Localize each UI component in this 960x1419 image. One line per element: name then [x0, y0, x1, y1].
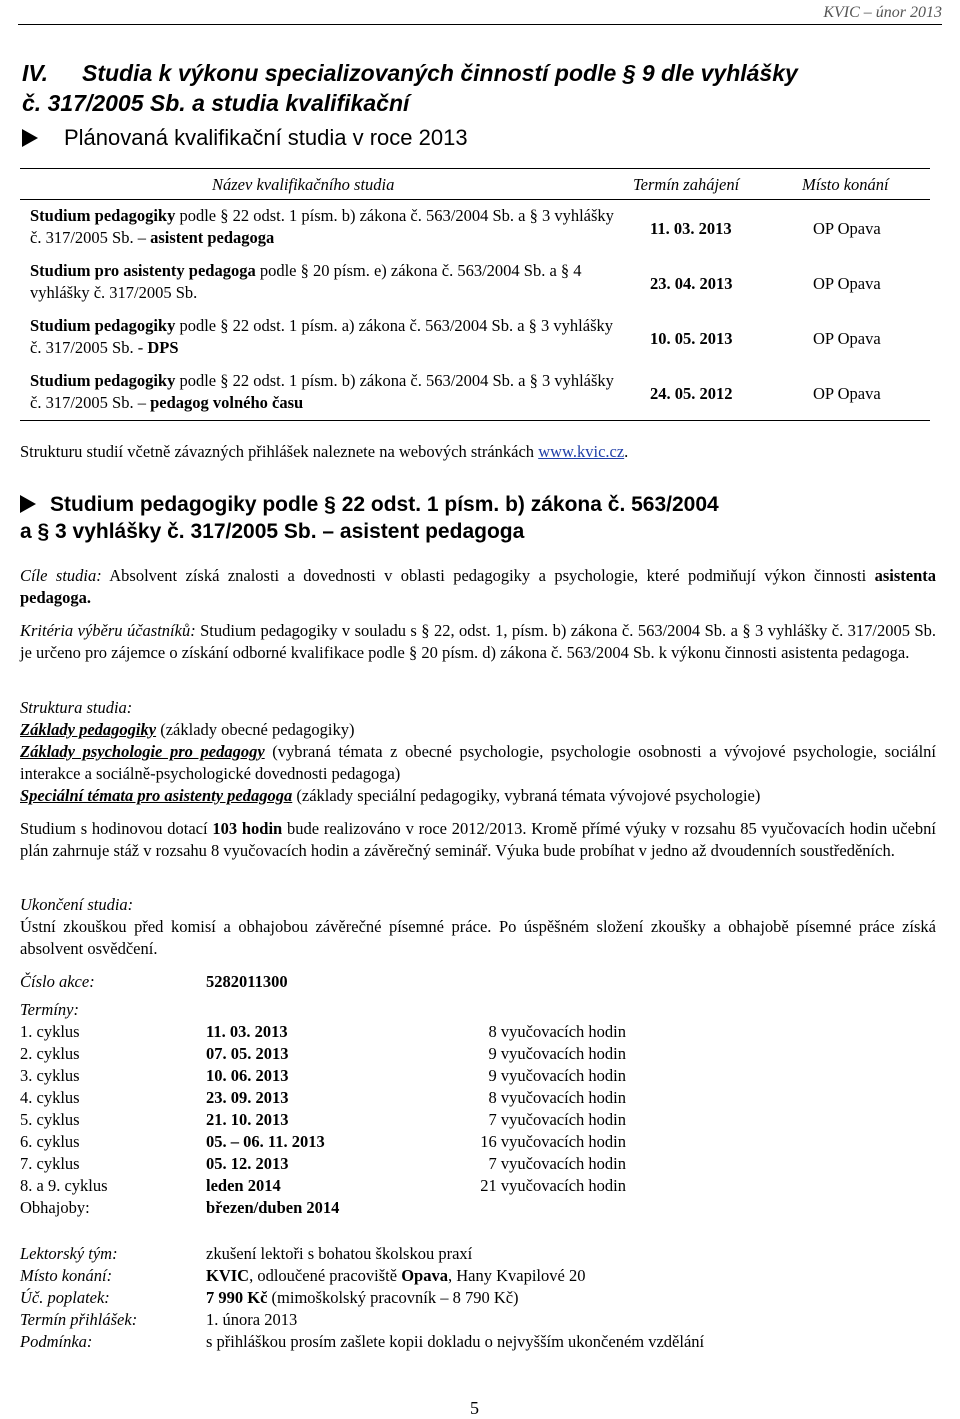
- study-name-bold: Studium pro asistenty pedagoga: [30, 261, 256, 280]
- study-name-bold: Studium pedagogiky: [30, 371, 176, 390]
- term-row: [20, 1087, 940, 1109]
- venue: OP Opava: [813, 219, 881, 238]
- table-row: [20, 310, 930, 365]
- course-heading-line1: Studium pedagogiky podle § 22 odst. 1 písm. b) zákona č. 563/2004: [50, 493, 719, 516]
- structure-item-title: Základy psychologie pro pedagogy: [20, 742, 265, 761]
- table-header: [20, 169, 930, 200]
- section-number: IV.: [22, 60, 49, 86]
- study-name-suffix: pedagog volného času: [150, 393, 304, 412]
- condition-label: Podmínka:: [20, 1332, 93, 1351]
- term-hours: 16 vyučovacích hodin: [480, 1132, 626, 1151]
- action-value: 5282011300: [206, 972, 288, 991]
- start-date: 10. 05. 2013: [650, 329, 733, 348]
- term-date: 05. – 06. 11. 2013: [206, 1132, 325, 1151]
- study-name-suffix: DPS: [147, 338, 179, 357]
- term-cycle: 7. cyklus: [20, 1154, 80, 1173]
- term-row: [20, 1109, 940, 1131]
- table-row: [20, 365, 930, 420]
- study-name-bold: Studium pedagogiky: [30, 316, 176, 335]
- info-section: [20, 1243, 940, 1353]
- term-date: 23. 09. 2013: [206, 1088, 289, 1107]
- goals-bold: asistenta pedagoga.: [20, 566, 936, 607]
- term-cycle: 4. cyklus: [20, 1088, 80, 1107]
- lecturers-label: Lektorský tým:: [20, 1244, 118, 1263]
- action-number-row: [20, 971, 940, 993]
- hours-text-a: Studium s hodinovou dotací: [20, 819, 213, 838]
- study-name: [30, 260, 620, 304]
- term-cycle: 5. cyklus: [20, 1110, 80, 1129]
- deadline-label: Termín přihlášek:: [20, 1310, 138, 1329]
- condition-value: s přihláškou prosím zašlete kopii dokladu o nejvyšším ukončeném vzdělání: [206, 1332, 705, 1351]
- term-row: [20, 1175, 940, 1197]
- running-header: KVIC – únor 2013: [823, 4, 942, 21]
- goals-label: Cíle studia:: [20, 566, 102, 585]
- place-org: KVIC: [206, 1266, 250, 1285]
- place-label: Místo konání:: [20, 1266, 113, 1285]
- fee-label: Úč. poplatek:: [20, 1288, 110, 1307]
- study-name-text: podle § 22 odst. 1 písm. b) zákona č. 563/2004 Sb. a § 3 vyhlášky č. 317/2005 Sb. –: [30, 206, 614, 247]
- subsection-heading: [22, 124, 468, 152]
- term-hours: 7 vyučovacích hodin: [488, 1110, 626, 1129]
- structure-item: [20, 741, 936, 785]
- structure-item-title: Základy pedagogiky: [20, 720, 157, 739]
- study-name-bold: Studium pedagogiky: [30, 206, 176, 225]
- hours-total: 103 hodin: [212, 819, 283, 838]
- study-name-suffix: asistent pedagoga: [150, 228, 275, 247]
- deadline-value: 1. února 2013: [206, 1310, 298, 1329]
- col-header-name: Název kvalifikačního studia: [212, 175, 395, 194]
- kvic-website-link[interactable]: www.kvic.cz: [538, 442, 625, 461]
- ending-section: [20, 894, 936, 960]
- subsection-title: Plánovaná kvalifikační studia v roce 2013: [64, 125, 468, 150]
- action-label: Číslo akce:: [20, 972, 95, 991]
- structure-item-desc: (základy speciální pedagogiky, vybraná témata vývojové psychologie): [292, 786, 761, 805]
- course-heading-target: asistent pedagoga: [339, 520, 525, 543]
- terms-section: [20, 999, 940, 1219]
- ending-text: Ústní zkouškou před komisí a obhajobou závěrečné písemné práce. Po úspěšném složení zkoušky a obhajobě písemné práce získá absolvent osvědčení.: [20, 917, 936, 958]
- fee-note: (mimoškolský pracovník – 8 790 Kč): [267, 1288, 519, 1307]
- term-cycle: Obhajoby:: [20, 1198, 90, 1217]
- goals-paragraph: [20, 565, 936, 609]
- term-hours: 7 vyučovacích hodin: [488, 1154, 626, 1173]
- term-hours: 9 vyučovacích hodin: [488, 1066, 626, 1085]
- term-date: 10. 06. 2013: [206, 1066, 289, 1085]
- structure-item: [20, 719, 936, 741]
- fee-value: 7 990 Kč: [206, 1288, 268, 1307]
- study-name-text: podle § 22 odst. 1 písm. a) zákona č. 563/2004 Sb. a § 3 vyhlášky č. 317/2005 Sb. -: [30, 316, 613, 357]
- studies-table: [20, 168, 930, 421]
- start-date: 24. 05. 2012: [650, 384, 733, 403]
- term-date: březen/duben 2014: [206, 1198, 340, 1217]
- lecturers-value: zkušení lektoři s bohatou školskou praxí: [206, 1244, 473, 1263]
- term-date: 07. 05. 2013: [206, 1044, 289, 1063]
- term-cycle: 6. cyklus: [20, 1132, 80, 1151]
- study-name: [30, 315, 620, 359]
- term-row: [20, 1043, 940, 1065]
- table-row: [20, 255, 930, 310]
- term-cycle: 3. cyklus: [20, 1066, 80, 1085]
- term-date: 11. 03. 2013: [206, 1022, 288, 1041]
- place-text1: , odloučené pracoviště: [249, 1266, 402, 1285]
- term-cycle: 8. a 9. cyklus: [20, 1176, 108, 1195]
- study-name-text: podle § 20 písm. e) zákona č. 563/2004 Sb. a § 4 vyhlášky č. 317/2005 Sb.: [30, 261, 582, 302]
- structure-section: [20, 697, 936, 807]
- table-row: [20, 200, 930, 255]
- structure-item: [20, 785, 936, 807]
- terms-label: Termíny:: [20, 1000, 79, 1019]
- note-text: Strukturu studií včetně závazných přihlášek naleznete na webových stránkách: [20, 442, 539, 461]
- course-heading-line2: a § 3 vyhlášky č. 317/2005 Sb. –: [20, 520, 340, 543]
- term-row: [20, 1197, 940, 1219]
- ending-label: Ukončení studia:: [20, 895, 134, 914]
- venue: OP Opava: [813, 329, 881, 348]
- place-address: , Hany Kvapilové 20: [447, 1266, 586, 1285]
- study-name: [30, 370, 620, 414]
- term-hours: 21 vyučovacích hodin: [480, 1176, 626, 1195]
- study-name: [30, 205, 620, 249]
- hours-text-c: bude realizováno v roce 2012/2013. Kromě přímé výuky v rozsahu 85 vyučovacích hodin učební plán zahrnuje stáž v rozsahu 8 vyučovacích hodin a závěrečný seminář. Výuka bude probíhat v jedno až dvoudenních soustředěních.: [20, 819, 936, 860]
- term-row: [20, 1021, 940, 1043]
- term-date: leden 2014: [206, 1176, 281, 1195]
- term-row: [20, 1065, 940, 1087]
- course-heading: [20, 491, 719, 545]
- term-hours: 8 vyučovacích hodin: [488, 1088, 626, 1107]
- col-header-place: Místo konání: [802, 175, 889, 194]
- term-date: 21. 10. 2013: [206, 1110, 289, 1129]
- structure-note: [20, 441, 628, 463]
- structure-item-title: Speciální témata pro asistenty pedagoga: [20, 786, 293, 805]
- start-date: 11. 03. 2013: [650, 219, 732, 238]
- place-city: Opava: [401, 1266, 448, 1285]
- col-header-date: Termín zahájení: [633, 175, 740, 194]
- criteria-text: Studium pedagogiky v souladu s § 22, odst. 1, písm. b) zákona č. 563/2004 Sb. a § 3 vyhlášky č. 317/2005 Sb. je určeno pro zájemce o získání odborné kvalifikace podle § 20 písm. d) zákona č. 563/2004 Sb. k výkonu činnosti asistenta pedagoga.: [20, 621, 936, 662]
- triangle-bullet-icon: [20, 495, 36, 513]
- structure-item-desc: (vybraná témata z obecné psychologie, psychologie osobnosti a vývojové psychologie, sociální interakce a sociálně-psychologické dovednosti pedagoga): [20, 742, 936, 783]
- term-cycle: 2. cyklus: [20, 1044, 80, 1063]
- criteria-label: Kritéria výběru účastníků:: [20, 621, 196, 640]
- term-row: [20, 1131, 940, 1153]
- note-end: .: [624, 442, 629, 461]
- study-name-text: podle § 22 odst. 1 písm. b) zákona č. 563/2004 Sb. a § 3 vyhlášky č. 317/2005 Sb. –: [30, 371, 614, 412]
- venue: OP Opava: [813, 384, 881, 403]
- structure-label: Struktura studia:: [20, 698, 133, 717]
- page-number: 5: [470, 1398, 479, 1418]
- section-title-line2: č. 317/2005 Sb. a studia kvalifikační: [22, 90, 410, 116]
- start-date: 23. 04. 2013: [650, 274, 733, 293]
- triangle-bullet-icon: [22, 129, 38, 147]
- hours-paragraph: [20, 818, 936, 862]
- term-date: 05. 12. 2013: [206, 1154, 289, 1173]
- term-hours: 8 vyučovacích hodin: [488, 1022, 626, 1041]
- structure-item-desc: (základy obecné pedagogiky): [156, 720, 355, 739]
- venue: OP Opava: [813, 274, 881, 293]
- goals-text: Absolvent získá znalosti a dovednosti v oblasti pedagogiky a psychologie, které podmiňují výkon činnosti: [101, 566, 875, 585]
- term-row: [20, 1153, 940, 1175]
- section-title-line1: Studia k výkonu specializovaných činností podle § 9 dle vyhlášky: [82, 60, 798, 86]
- criteria-paragraph: [20, 620, 936, 664]
- header-rule: [18, 24, 942, 25]
- term-hours: 9 vyučovacích hodin: [488, 1044, 626, 1063]
- term-cycle: 1. cyklus: [20, 1022, 80, 1041]
